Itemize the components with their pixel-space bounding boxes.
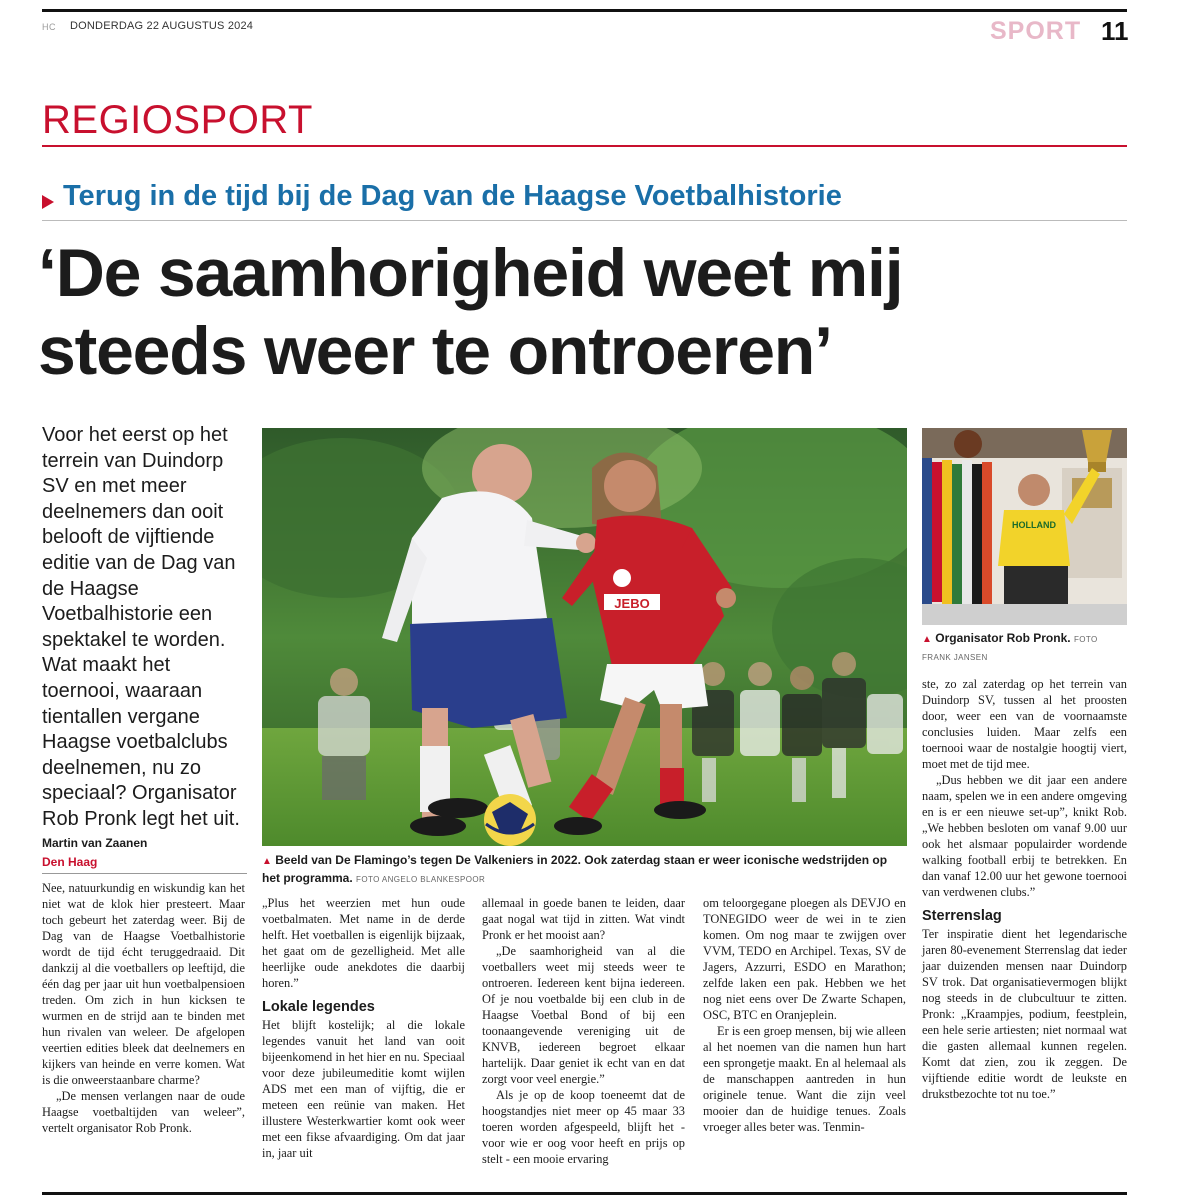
main-photo-caption (262, 852, 907, 888)
section-rule (42, 145, 1127, 147)
body-column-3 (482, 895, 685, 1167)
paper-code: HC (42, 22, 56, 32)
headline-line-2: steeds weer te ontroeren’ (38, 313, 832, 389)
paragraph: „Dus hebben we dit jaar een andere naam, spelen we in een andere omgeving en is er een nieuwe set-up”, knikt Rob. „We hebben besloten om vanaf 9.00 uur ook het alsmaar populairder wordende walking football erbij te betrekken. En dan vanaf 12.00 uur het gewone toernooi van verdwenen clubs.” (922, 773, 1127, 899)
subhead-lokale-legendes: Lokale legendes (262, 999, 375, 1015)
photo-shirt-text: JEBO (614, 596, 650, 611)
photo-credit: FOTO ANGELO BLANKESPOOR (356, 875, 486, 884)
bottom-rule (42, 1192, 1127, 1195)
side-photo-shirt-text: HOLLAND (1012, 520, 1056, 530)
caption-text: Beeld van De Flamingo’s tegen De Valkeniers in 2022. Ook zaterdag staan er weer iconische wedstrijden op het programma. (262, 853, 888, 885)
main-photo (262, 428, 907, 846)
body-column-1 (42, 880, 245, 1136)
page-number: 11 (1101, 16, 1129, 46)
kicker: Terug in de tijd bij de Dag van de Haagse Voetbalhistorie (63, 180, 842, 212)
body-column-5 (922, 676, 1127, 1102)
paragraph: Als je op de koop toeneemt dat de hoogstandjes niet meer op 45 maar 33 toeren worden afgespeeld, blijft het - voor wie er oog voor heeft en prijs op stelt - een mooie ervaring (482, 1088, 685, 1166)
paragraph: om teloorgegane ploegen als DEVJO en TONEGIDO weer de wei in te zien komen. Om nog maar te zwijgen over VVM, TEDO en Archipel. Texas, SV de Jagers, Azzurri, ESDO en Marathon; zelfde laken een pak. Hebben we het nog niet eens over De Zwarte Schapen, OSC, BTC en Oranjeplein. (703, 896, 906, 1022)
side-credit-label: FOTO (1073, 635, 1098, 644)
byline-author: Martin van Zaanen (42, 836, 148, 850)
paragraph: Er is een groep mensen, bij wie alleen al het noemen van die namen hun hart een sprongetje maakt. En al helemaal als de manschappen aantreden in hun originele tenue. Want die zijn veel mooier dan de huidige tenues. Zoals vroeger alles beter was. Tenmin- (703, 1024, 906, 1134)
byline-rule (42, 873, 247, 874)
intro-text: Voor het eerst op het terrein van Duindorp SV en met meer deelnemers dan ooit belooft de vijftiende editie van de Dag van de Haagse Voetbalhistorie een spektakel te worden. Wat maakt het toernooi, waaraan tientallen vergane Haagse voetbalclubs deelnemen, nu zo speciaal? Organisator Rob Pronk legt het uit. (42, 424, 240, 830)
body-column-4 (703, 895, 906, 1135)
byline-place: Den Haag (42, 855, 98, 869)
paragraph: „De mensen verlangen naar de oude Haagse voetbaltijden van weleer”, vertelt organisator Rob Pronk. (42, 1089, 245, 1135)
paragraph: Ter inspiratie dient het legendarische jaren 80-evenement Sterrenslag dat ieder jaar duizenden mensen naar Duindorp SV trok. Dat organisatievermogen blijkt nog steeds in de clubcultuur te zitten. Pronk: „Kraampjes, podium, feestplein, een hele serie artiesten; niet normaal wat die gasten allemaal kunnen regelen. Komt dat zien, zou ik zeggen. De vijftiende editie wordt de leukste en drukstbezochte tot nu toe.” (922, 927, 1127, 1101)
kicker-arrow-icon (42, 195, 54, 209)
headline-line-1: ‘De saamhorigheid weet mij (38, 235, 903, 311)
side-caption-triangle-icon: ▲ (922, 634, 932, 645)
issue-date: DONDERDAG 22 AUGUSTUS 2024 (70, 20, 254, 32)
side-caption-text: Organisator Rob Pronk. (935, 631, 1071, 645)
paragraph: Het blijft kostelijk; al die lokale legendes vanuit het land van ooit bijeenkomend in het hier en nu. Speciaal voor deze jubileumeditie komt wijlen ADS met een man of vijftig, die er meteen een reünie van maken. Het illustere Westerkwartier komt ook weer met een fikse afvaardiging. Om dat jaar in, jaar uit (262, 1018, 465, 1160)
side-photo (922, 428, 1127, 625)
subhead-sterrenslag: Sterrenslag (922, 908, 1002, 924)
side-credit-name: FRANK JANSEN (922, 653, 988, 662)
side-photo-caption (922, 630, 1127, 666)
paragraph: Nee, natuurkundig en wiskundig kan het niet wat de klok hier presteert. Maar toch gebeurt het zaterdag weer. Bij de Dag van de Haagse Voetbalhistorie wordt de tijd écht teruggedraaid. Dit dankzij al die voetballers op leeftijd, die één dag per jaar uit hun voetbalpensioen treden. Om zich in hun kicksen te wurmen en de strijd aan te binden met hun rivalen van weleer. De afgelopen veertien edities bleek dat deelnemers en kijkers van heinde en verre komen. Wat is die onweerstaanbare charme? (42, 881, 245, 1087)
body-column-2 (262, 895, 465, 1161)
section-title: REGIOSPORT (42, 98, 313, 142)
paragraph: allemaal in goede banen te leiden, daar gaat nogal wat tijd in zitten. Wat vindt Pronk er het mooist aan? (482, 896, 685, 942)
paragraph: „Plus het weerzien met hun oude voetbalmaten. Met name in de derde helft. Het voetballen is eigenlijk bijzaak, het gaat om de gezelligheid. Met alle heerlijke oude anekdotes die daarbij horen.” (262, 896, 465, 990)
paragraph: „De saamhorigheid van al die voetballers weet mij steeds weer te ontroeren. Iedereen kent bijna iedereen. Of je nou voetbalde bij een club in de Haagse Voetbal Bond of bij een toonaangevende vereniging uit de KNVB, iedereen begroet elkaar hartelijk. Daar geniet ik echt van en dat zorgt voor veel energie.” (482, 944, 685, 1086)
caption-triangle-icon: ▲ (262, 856, 272, 867)
headline (38, 234, 902, 390)
paragraph: ste, zo zal zaterdag op het terrein van Duindorp SV, tussen al het proosten door, weer een van de voornaamste conclusies luiden. Maar zelfs een toernooi waar de nostalgie hoogtij viert, moet met de tijd mee. (922, 677, 1127, 771)
section-label: SPORT (990, 17, 1082, 45)
top-rule (42, 9, 1127, 12)
kicker-rule (42, 220, 1127, 221)
